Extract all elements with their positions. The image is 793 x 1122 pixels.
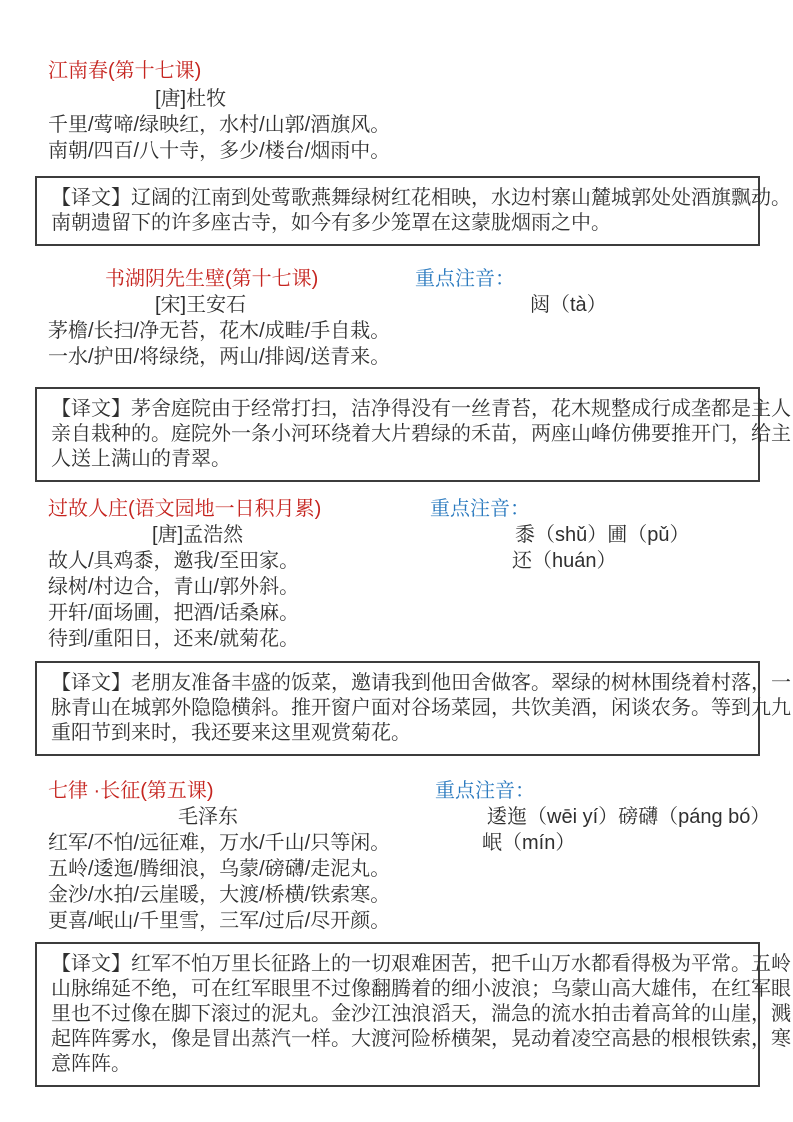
poem-line: 金沙/水拍/云崖暖，大渡/桥横/铁索寒。 <box>48 884 391 906</box>
poem-line: 绿树/村边合，青山/郭外斜。 <box>48 576 300 598</box>
translation-line: 人送上满山的青翠。 <box>51 448 231 470</box>
section-changzheng <box>0 778 793 934</box>
translation-line: 【译文】茅舍庭院由于经常打扫，洁净得没有一丝青苔，花木规整成行成垄都是主人 <box>51 398 791 420</box>
translation-line: 重阳节到来时，我还要来这里观赏菊花。 <box>51 722 411 744</box>
poem-author: 毛泽东 <box>178 806 238 828</box>
translation-line: 起阵阵雾水，像是冒出蒸汽一样。大渡河险桥横架，晃动着凌空高悬的根根铁索，寒 <box>51 1028 791 1050</box>
poem-line: 茅檐/长扫/净无苔，花木/成畦/手自栽。 <box>48 320 391 342</box>
poem-line: 千里/莺啼/绿映红，水村/山郭/酒旗风。 <box>48 114 391 136</box>
phonetic-note: 还（huán） <box>512 550 617 572</box>
phonetic-note: 闼（tà） <box>530 294 607 316</box>
poem-line: 南朝/四百/八十寺，多少/楼台/烟雨中。 <box>48 140 391 162</box>
translation-box <box>35 176 791 246</box>
poem-author: [宋]王安石 <box>155 294 247 316</box>
translation-line: 南朝遗留下的许多座古寺，如今有多少笼罩在这蒙胧烟雨之中。 <box>51 212 611 234</box>
translation-line: 【译文】辽阔的江南到处莺歌燕舞绿树红花相映，水边村寨山麓城郭处处酒旗飘动。 <box>51 187 791 209</box>
phonetic-note: 黍（shǔ）圃（pǔ） <box>515 524 690 546</box>
translation-box <box>35 387 791 482</box>
translation-line: 脉青山在城郭外隐隐横斜。推开窗户面对谷场菜园，共饮美酒，闲谈农务。等到九九 <box>51 697 791 719</box>
poem-line: 开轩/面场圃，把酒/话桑麻。 <box>48 602 300 624</box>
translation-line: 【译文】红军不怕万里长征路上的一切艰难困苦，把千山万水都看得极为平常。五岭 <box>51 953 791 975</box>
translation-box <box>35 942 791 1087</box>
phonetic-label: 重点注音： <box>435 780 535 802</box>
poem-author: [唐]杜牧 <box>155 88 227 110</box>
translation-line: 山脉绵延不绝，可在红军眼里不过像翻腾着的细小波浪；乌蒙山高大雄伟，在红军眼 <box>51 978 791 1000</box>
translation-line: 里也不过像在脚下滚过的泥丸。金沙江浊浪滔天，湍急的流水拍击着高耸的山崖，溅 <box>51 1003 791 1025</box>
poem-line: 故人/具鸡黍，邀我/至田家。 <box>48 550 300 572</box>
translation-line: 亲自栽种的。庭院外一条小河环绕着大片碧绿的禾苗，两座山峰仿佛要推开门，给主 <box>51 423 791 445</box>
phonetic-note: 逶迤（wēi yí）磅礴（páng bó） <box>487 806 771 828</box>
poem-title: 江南春(第十七课) <box>48 60 202 82</box>
phonetic-note: 岷（mín） <box>482 832 576 854</box>
section-shuhuyin <box>0 266 793 370</box>
poem-line: 五岭/逶迤/腾细浪，乌蒙/磅礴/走泥丸。 <box>48 858 391 880</box>
section-guogurenzhuang <box>0 496 793 652</box>
translation-box <box>35 661 791 756</box>
poem-title: 过故人庄(语文园地一日积月累) <box>48 498 322 520</box>
poem-title: 书湖阴先生壁(第十七课) <box>105 268 319 290</box>
poem-title: 七律 ·长征(第五课) <box>48 780 214 802</box>
section-jiangnanchun <box>0 58 793 164</box>
poem-line: 待到/重阳日，还来/就菊花。 <box>48 628 300 650</box>
poem-line: 更喜/岷山/千里雪，三军/过后/尽开颜。 <box>48 910 391 932</box>
phonetic-label: 重点注音： <box>430 498 530 520</box>
poem-author: [唐]孟浩然 <box>152 524 244 546</box>
translation-line: 【译文】老朋友准备丰盛的饭菜，邀请我到他田舍做客。翠绿的树林围绕着村落，一 <box>51 672 791 694</box>
phonetic-label: 重点注音： <box>415 268 515 290</box>
poem-line: 一水/护田/将绿绕，两山/排闼/送青来。 <box>48 346 391 368</box>
translation-line: 意阵阵。 <box>51 1053 131 1075</box>
poem-line: 红军/不怕/远征难，万水/千山/只等闲。 <box>48 832 391 854</box>
